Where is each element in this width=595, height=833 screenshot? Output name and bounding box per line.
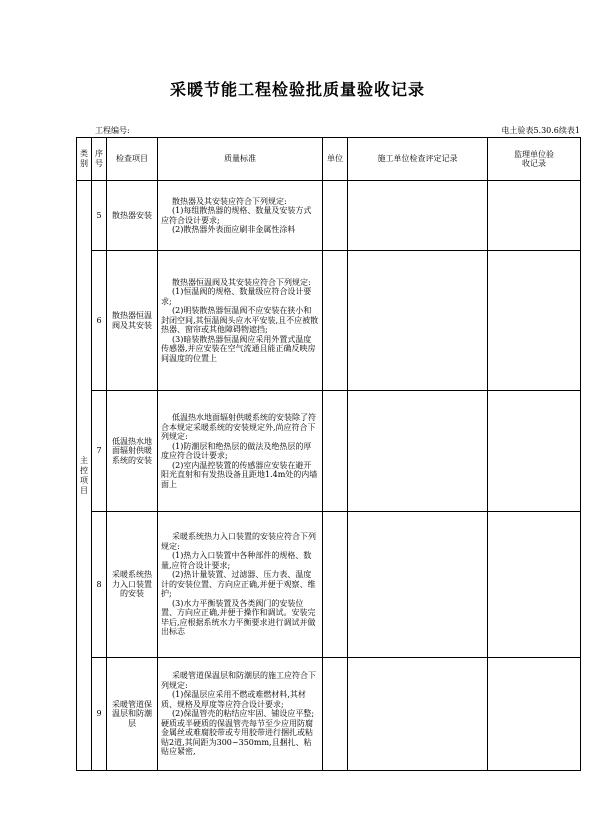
form-code: 电土验表5.30.6续表1: [501, 126, 580, 135]
page-title: 采暖节能工程检验批质量验收记录: [169, 80, 425, 99]
row-check-item: 采暖管道保温层和防潮层: [107, 658, 158, 771]
row-quality-standard: 散热器恒温阀及其安装应符合下列规定: (1)恒温阀的规格、数量级应符合设计要求; (2)明装散热器恒温阀不应安装在狭小和封闭空间,其恒温阀头应水平安装,且不应被散热器、窗帘或其他障碍物遮挡; (3)暗装散热器恒温阀应采用外置式温度传感器,并应安装在空气流通且能正确反映房间温度的位置上: [158, 251, 323, 391]
row-check-item: 散热器恒温阀及其安装: [107, 251, 158, 391]
row-seq: 9: [92, 658, 107, 771]
row-construction-record-cell[interactable]: [348, 658, 488, 771]
row-supervision-record-cell[interactable]: [488, 512, 581, 658]
row-supervision-record-cell[interactable]: [488, 181, 581, 251]
row-seq: 6: [92, 251, 107, 391]
row-quality-standard: 采暖管道保温层和防潮层的施工应符合下列规定: (1)保温层应采用不燃或难燃材料,其材质、规格及厚度等应符合设计要求; (2)保温管壳的粘结应牢固、铺设应平整;硬质或半硬质的保温管壳每节至少应用防腐金属丝或难腐胶带或专用胶带进行捆扎或粘贴2道,其间距为300~350mm,且捆扎、粘贴应紧密,: [158, 658, 323, 771]
table-row: [77, 251, 581, 391]
row-quality-standard: 低温热水地面辐射供暖系统的安装除了符合本规定采暖系统的安装规定外,尚应符合下列规定: (1)防潮层和绝热层的做法及绝热层的厚度应符合设计要求; (2)室内温控装置的传感器应安装在避开阳光直射和有发热设备且距地1.4m处的内墙面上: [158, 391, 323, 512]
header-unit: 单位: [323, 138, 348, 181]
row-quality-standard: 散热器及其安装应符合下列规定: (1)每组散热器的规格、数量及安装方式应符合设计要求; (2)散热器外表面应刷非金属性涂料: [158, 181, 323, 251]
row-unit-cell[interactable]: [323, 391, 348, 512]
row-seq: 8: [92, 512, 107, 658]
header-supervision-record: 监理单位验收记录: [488, 138, 581, 181]
row-check-item: 采暖系统热力入口装置的安装: [107, 512, 158, 658]
row-seq: 5: [92, 181, 107, 251]
category-main-control: 主控项目: [77, 181, 92, 771]
row-construction-record-cell[interactable]: [348, 251, 488, 391]
header-seq: 序号: [92, 138, 107, 181]
row-check-item: 低温热水地面辐射供暖系统的安装: [107, 391, 158, 512]
inspection-record-table: [76, 137, 581, 771]
row-construction-record-cell[interactable]: [348, 181, 488, 251]
header-quality-standard: 质量标准: [158, 138, 323, 181]
row-supervision-record-cell[interactable]: [488, 391, 581, 512]
row-unit-cell[interactable]: [323, 658, 348, 771]
table-row: [77, 181, 581, 251]
table-row: [77, 658, 581, 771]
row-check-item: 散热器安装: [107, 181, 158, 251]
header-construction-record: 施工单位检查评定记录: [348, 138, 488, 181]
row-construction-record-cell[interactable]: [348, 512, 488, 658]
table-row: [77, 512, 581, 658]
header-row: [77, 138, 581, 181]
row-seq: 7: [92, 391, 107, 512]
row-construction-record-cell[interactable]: [348, 391, 488, 512]
row-unit-cell[interactable]: [323, 512, 348, 658]
row-unit-cell[interactable]: [323, 251, 348, 391]
row-supervision-record-cell[interactable]: [488, 658, 581, 771]
header-category: 类别: [77, 138, 92, 181]
row-unit-cell[interactable]: [323, 181, 348, 251]
table-row: [77, 391, 581, 512]
header-check-item: 检查项目: [107, 138, 158, 181]
row-quality-standard: 采暖系统热力入口装置的安装应符合下列规定: (1)热力入口装置中各种部件的规格、数量,应符合设计要求; (2)热计量装置、过滤器、压力表、温度计的安装位置、方向应正确,并便于观察、维护; (3)水力平衡装置及各类阀门的安装位置、方向应正确,并便于操作和调试。安装完毕后,应根据系统水力平衡要求进行调试并做出标志: [158, 512, 323, 658]
row-supervision-record-cell[interactable]: [488, 251, 581, 391]
project-number-label: 工程编号:: [95, 126, 130, 135]
